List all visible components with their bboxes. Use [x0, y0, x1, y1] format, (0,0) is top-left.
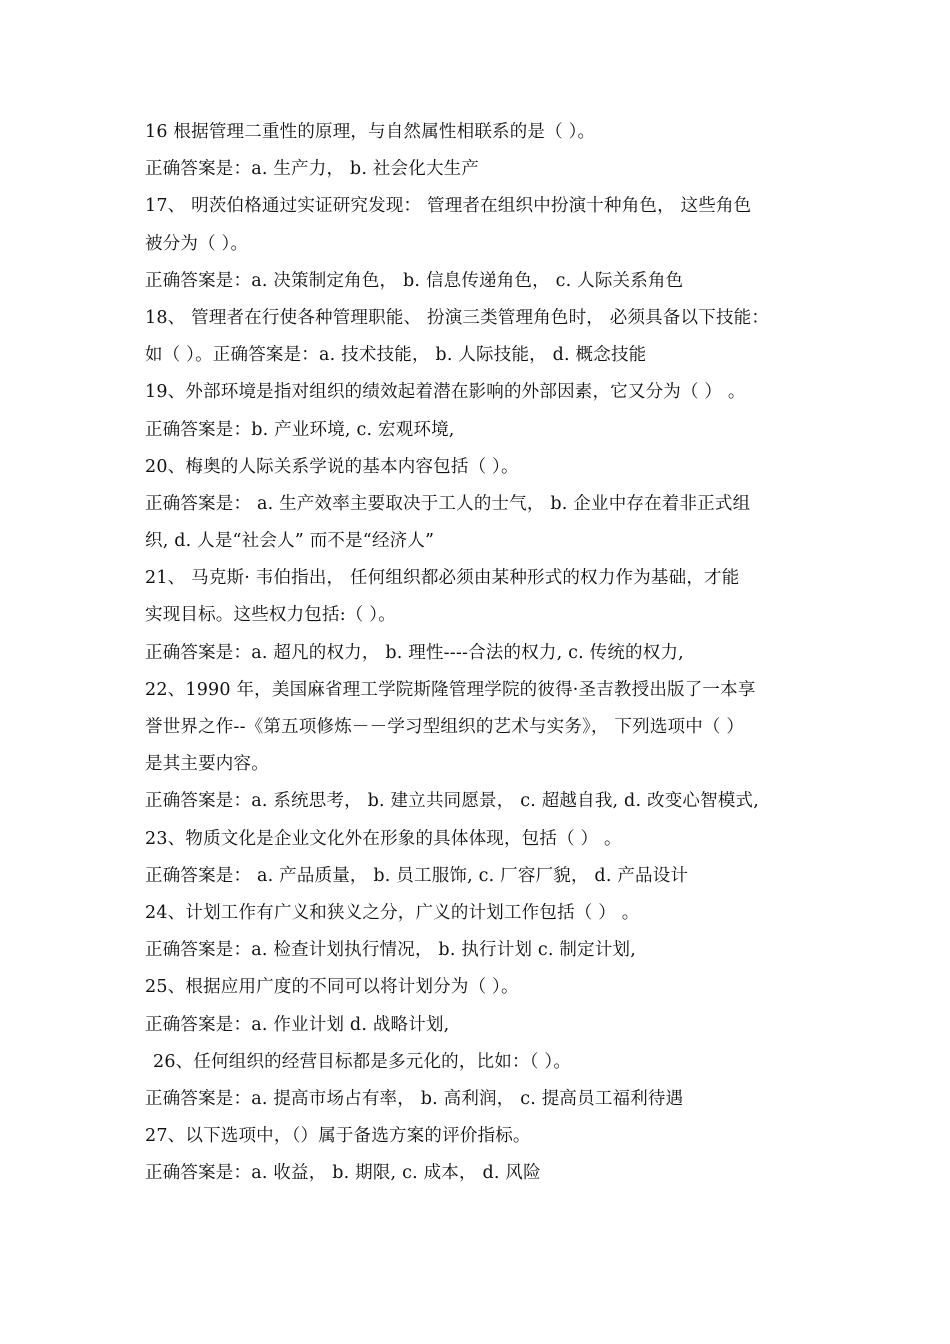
question-27: 27、以下选项中，（）属于备选方案的评价指标。 — [145, 1126, 531, 1147]
answer-26: 正确答案是：a. 提高市场占有率， b. 高利润， c. 提高员工福利待遇 — [145, 1088, 684, 1109]
question-17-continued: 被分为（ ）。 — [145, 233, 249, 254]
question-17: 17、 明茨伯格通过实证研究发现： 管理者在组织中扮演十种角色， 这些角色 — [145, 196, 752, 217]
question-18-answer: 如（ ）。正确答案是：a. 技术技能， b. 人际技能， d. 概念技能 — [145, 345, 647, 366]
question-24: 24、计划工作有广义和狭义之分，广义的计划工作包括（ ） 。 — [145, 902, 640, 923]
question-18: 18、 管理者在行使各种管理职能、 扮演三类管理角色时， 必须具备以下技能： — [145, 307, 770, 328]
answer-25: 正确答案是：a. 作业计划 d. 战略计划, — [145, 1014, 450, 1035]
question-19: 19、外部环境是指对组织的绩效起着潜在影响的外部因素，它又分为（ ） 。 — [145, 382, 746, 403]
question-21-continued: 实现目标。这些权力包括:（ ）。 — [145, 605, 396, 626]
question-20: 20、梅奥的人际关系学说的基本内容包括（ ）。 — [145, 456, 519, 477]
question-22-continued: 誉世界之作--《第五项修炼－－学习型组织的艺术与实务》， 下列选项中（ ） — [145, 717, 745, 737]
question-16: 16 根据管理二重性的原理，与自然属性相联系的是（ ）。 — [145, 122, 596, 142]
answer-27: 正确答案是：a. 收益， b. 期限, c. 成本， d. 风险 — [145, 1163, 541, 1184]
answer-22: 正确答案是：a. 系统思考， b. 建立共同愿景， c. 超越自我, d. 改变心智模式, — [145, 791, 759, 812]
answer-19: 正确答案是：b. 产业环境, c. 宏观环境, — [145, 419, 455, 440]
question-22: 22、1990 年，美国麻省理工学院斯隆管理学院的彼得·圣吉教授出版了一本享 — [145, 679, 756, 700]
answer-17: 正确答案是：a. 决策制定角色， b. 信息传递角色， c. 人际关系角色 — [145, 270, 684, 291]
question-25: 25、根据应用广度的不同可以将计划分为（ ）。 — [145, 977, 519, 998]
answer-20: 正确答案是： a. 生产效率主要取决于工人的士气， b. 企业中存在着非正式组 — [145, 493, 751, 514]
answer-21: 正确答案是：a. 超凡的权力， b. 理性----合法的权力, c. 传统的权力, — [145, 642, 684, 663]
document-body — [145, 118, 845, 1196]
answer-23: 正确答案是： a. 产品质量， b. 员工服饰, c. 厂容厂貌， d. 产品设计 — [145, 865, 689, 886]
question-26: 26、任何组织的经营目标都是多元化的，比如：（ ）。 — [153, 1051, 572, 1072]
answer-20-continued: 织, d. 人是“社会人” 而不是“经济人” — [145, 531, 435, 552]
question-21: 21、 马克斯· 韦伯指出， 任何组织都必须由某种形式的权力作为基础，才能 — [145, 568, 740, 589]
answer-24: 正确答案是：a. 检查计划执行情况， b. 执行计划 c. 制定计划, — [145, 940, 636, 961]
question-23: 23、物质文化是企业文化外在形象的具体体现，包括（ ） 。 — [145, 828, 622, 849]
question-22-end: 是其主要内容。 — [145, 754, 269, 775]
answer-16: 正确答案是：a. 生产力， b. 社会化大生产 — [145, 159, 480, 180]
